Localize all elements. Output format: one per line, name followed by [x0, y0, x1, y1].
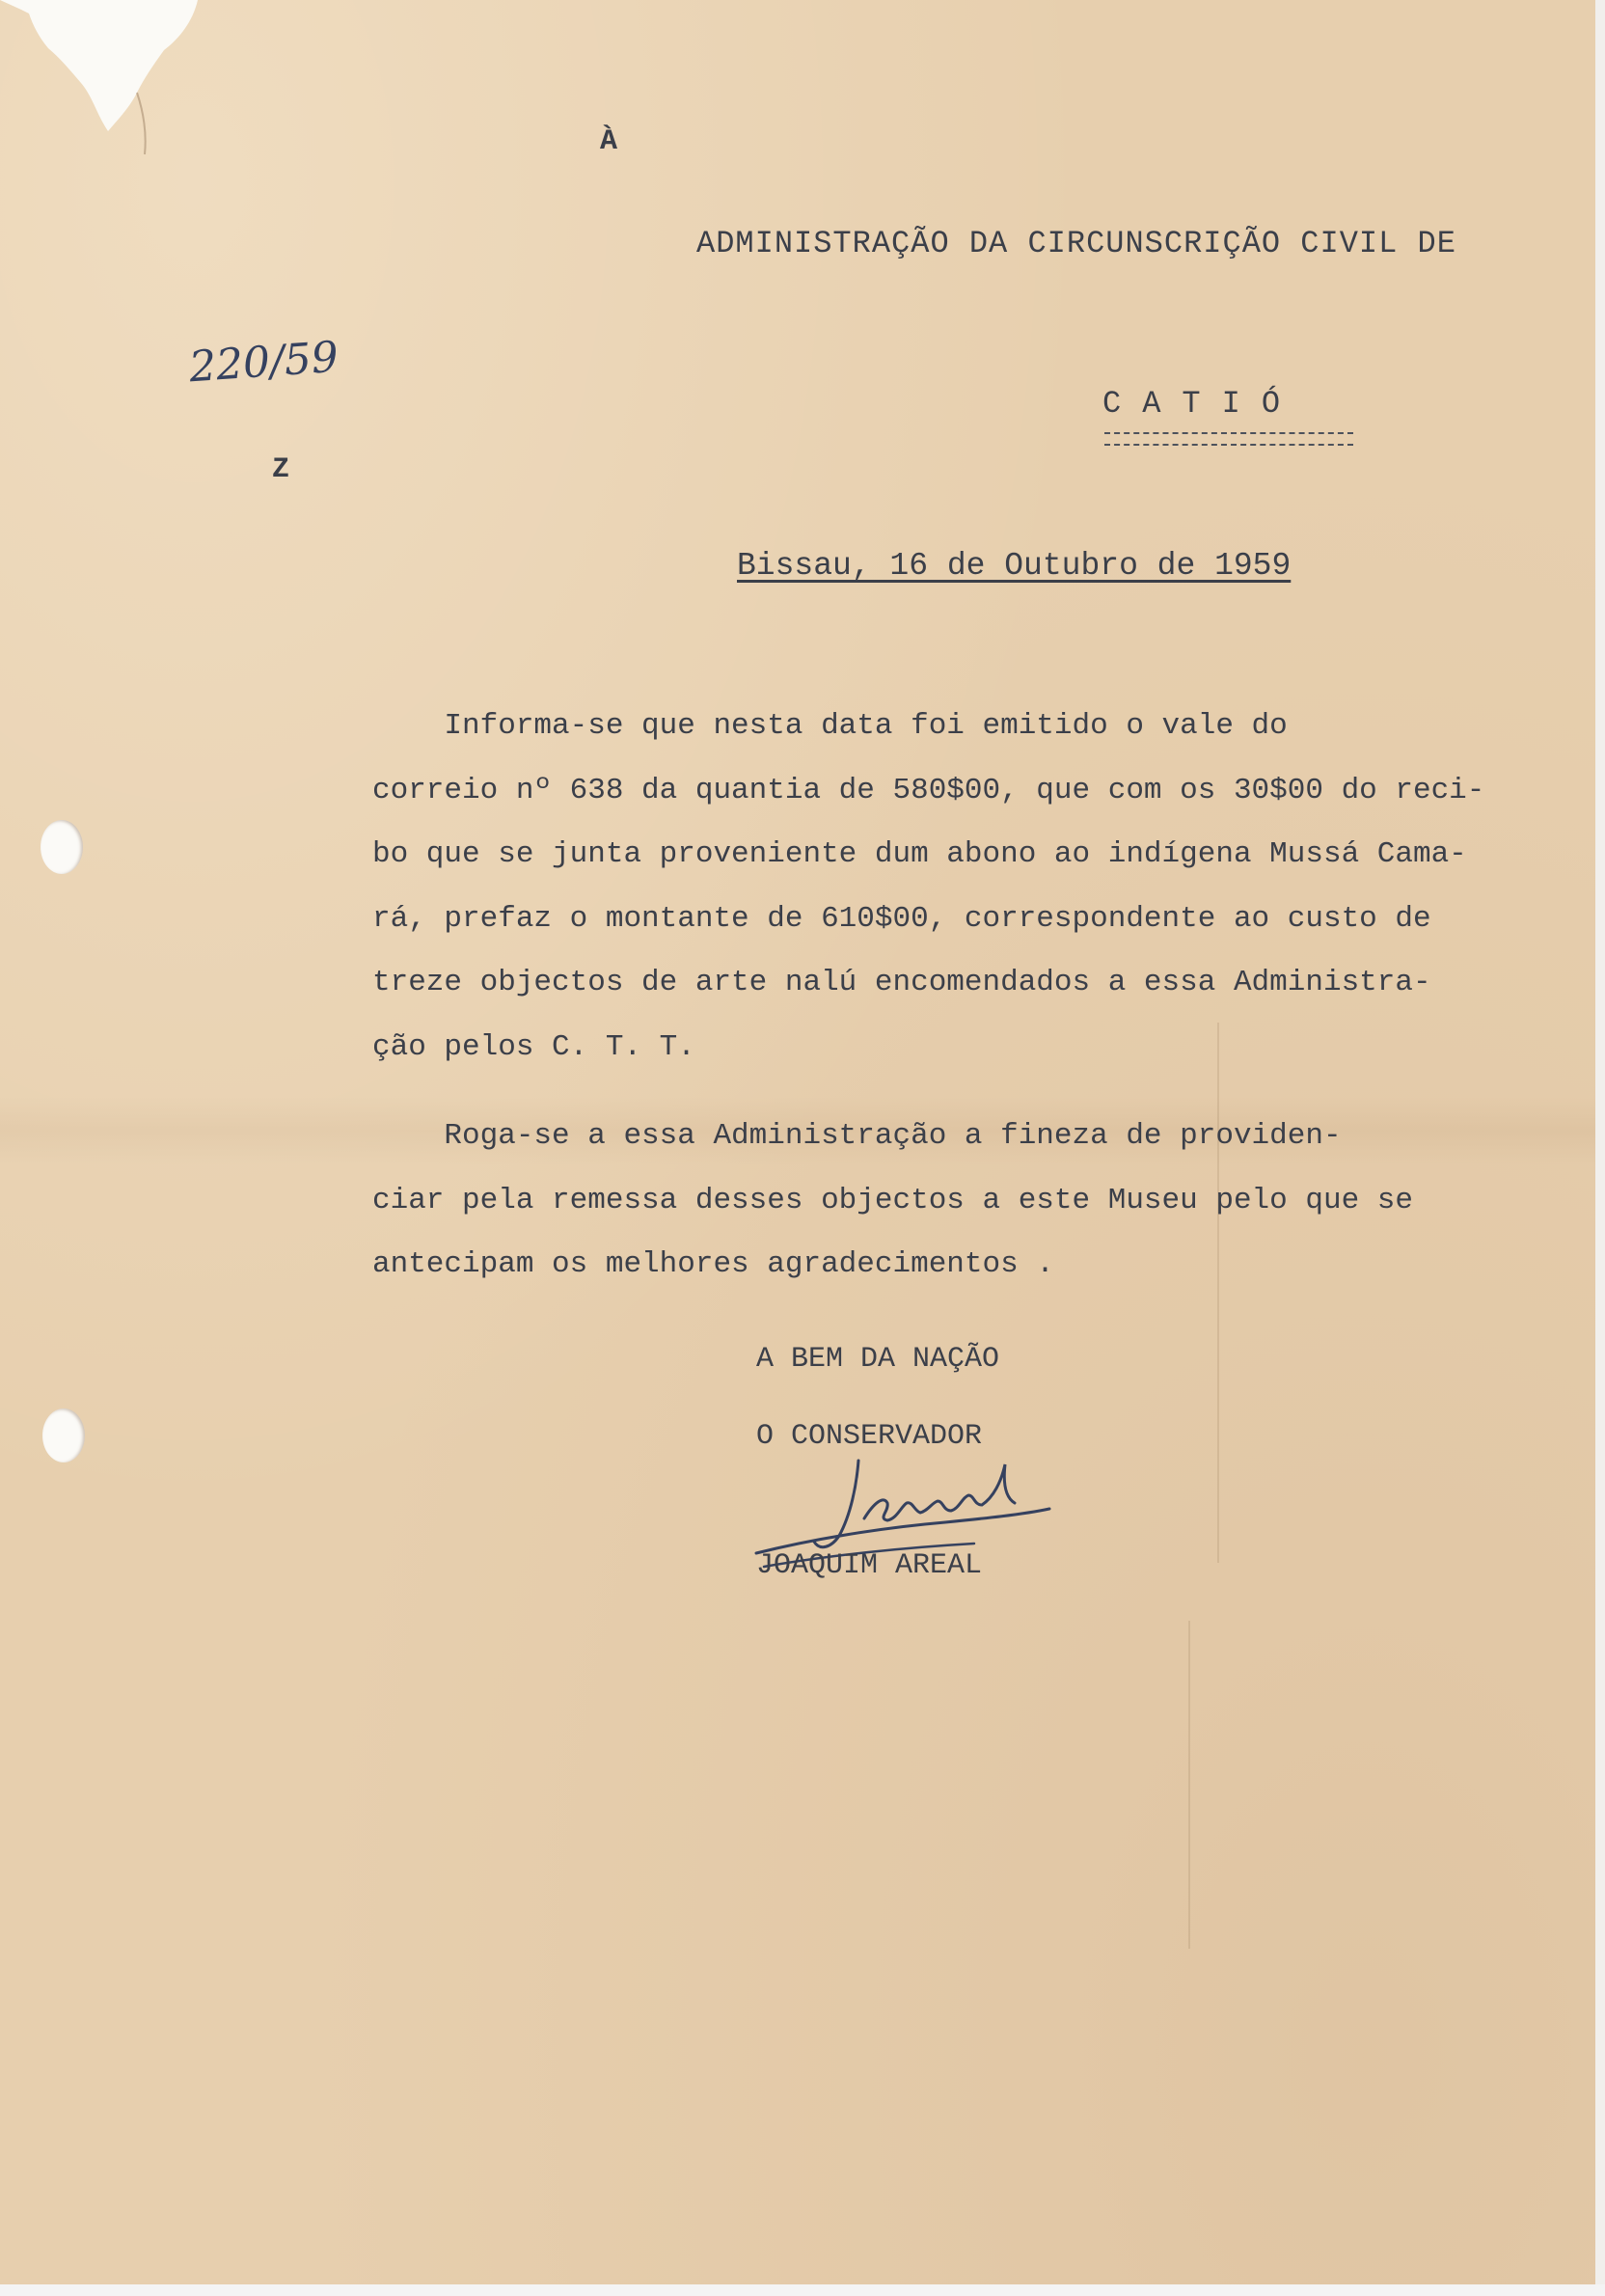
handwritten-file-number: 220/59	[187, 332, 340, 393]
torn-corner	[0, 0, 222, 164]
recipient-place: CATIÓ	[1102, 386, 1302, 422]
recipient-heading: ADMINISTRAÇÃO DA CIRCUNSCRIÇÃO CIVIL DE	[696, 226, 1456, 261]
punch-hole-upper	[41, 820, 83, 874]
paragraph-line: correio nº 638 da quantia de 580$00, que com os 30$00 do reci-	[372, 773, 1485, 807]
paragraph-line: bo que se junta proveniente dum abono ao indígena Mussá Cama-	[372, 837, 1467, 871]
scan-edge-bottom	[0, 2284, 1605, 2296]
closing-greeting: A BEM DA NAÇÃO	[756, 1343, 1000, 1376]
scan-edge-right	[1595, 0, 1605, 2296]
paragraph-line: antecipam os melhores agradecimentos .	[372, 1247, 1054, 1281]
punch-hole-lower	[42, 1408, 85, 1462]
paragraph-line: Roga-se a essa Administração a fineza de providen-	[372, 1119, 1342, 1153]
paragraph-request	[372, 1105, 1530, 1298]
accent-mark: À	[600, 125, 618, 158]
place-underline	[1104, 432, 1353, 446]
paragraph-line: ciar pela remessa desses objectos a este Museu pelo que se	[372, 1183, 1413, 1217]
closing-role: O CONSERVADOR	[756, 1420, 983, 1453]
paragraph-information	[372, 695, 1530, 1080]
crease-line	[1188, 1621, 1190, 1949]
letter-date: Bissau, 16 de Outubro de 1959	[737, 548, 1292, 584]
paragraph-line: rá, prefaz o montante de 610$00, correspondente ao custo de	[372, 901, 1431, 936]
paragraph-line: treze objectos de arte nalú encomendados a essa Administra-	[372, 966, 1431, 999]
initial-mark: Z	[272, 453, 290, 486]
paragraph-line: ção pelos C. T. T.	[372, 1029, 695, 1064]
signatory-name: JOAQUIM AREAL	[756, 1549, 983, 1582]
paragraph-line: Informa-se que nesta data foi emitido o vale do	[372, 709, 1288, 743]
